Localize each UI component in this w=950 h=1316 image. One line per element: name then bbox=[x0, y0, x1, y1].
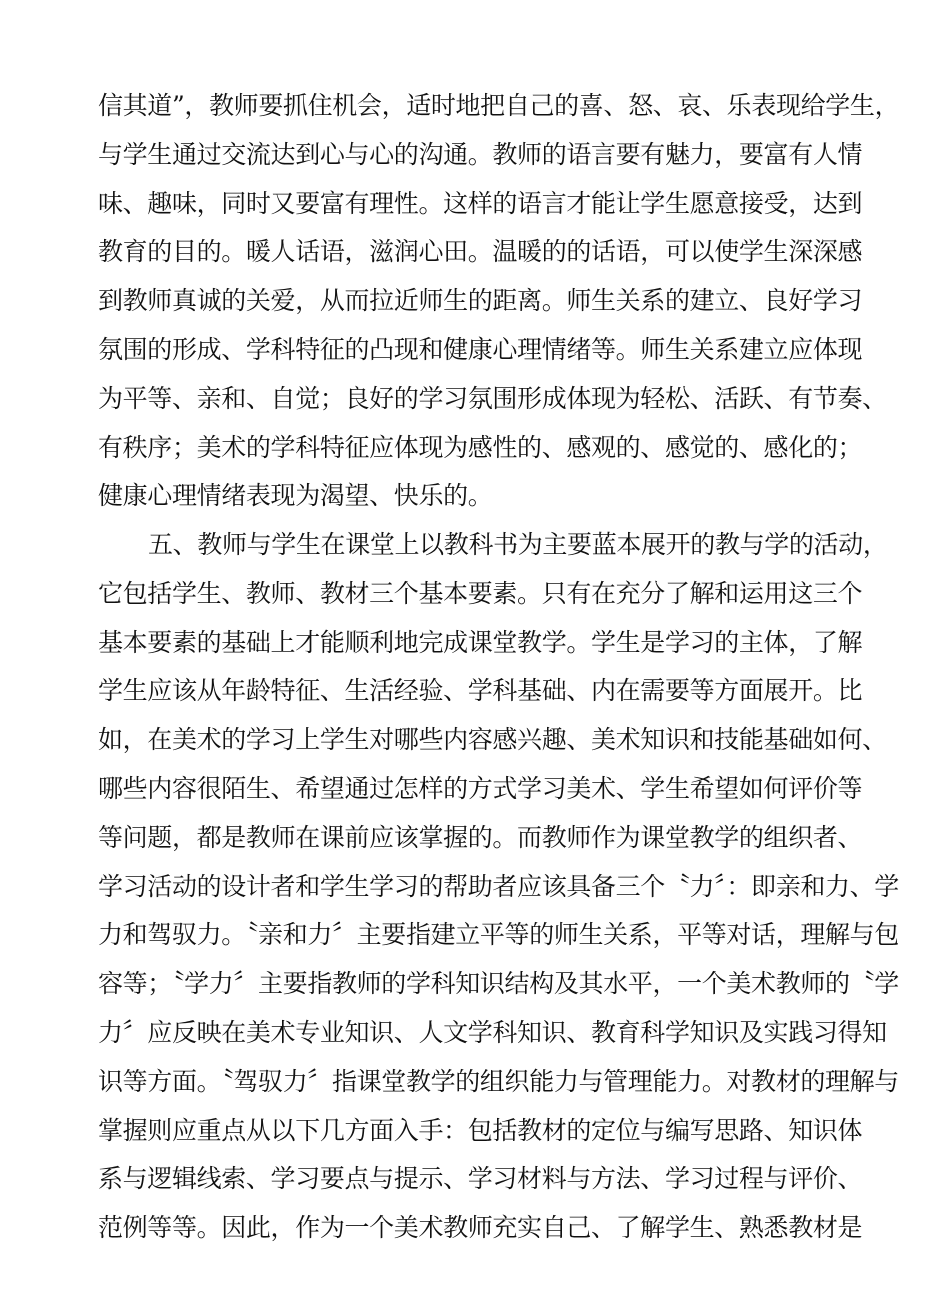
paragraph-line: 识等方面。〝驾驭力〞指课堂教学的组织能力与管理能力。对教材的理解与 bbox=[98, 1066, 899, 1096]
paragraph-line: 等问题，都是教师在课前应该掌握的。而教师作为课堂教学的组织者、 bbox=[98, 822, 863, 852]
paragraph-line: 力〞应反映在美术专业知识、人文学科知识、教育科学知识及实践习得知 bbox=[98, 1017, 887, 1047]
paragraph-line: 味、趣味，同时又要富有理性。这样的语言才能让学生愿意接受，达到 bbox=[98, 188, 863, 218]
paragraph-line: 哪些内容很陌生、希望通过怎样的方式学习美术、学生希望如何评价等 bbox=[98, 773, 863, 803]
paragraph-1 bbox=[98, 82, 900, 521]
paragraph-line: 信其道”，教师要抓住机会，适时地把自己的喜、怒、哀、乐表现给学生， bbox=[98, 91, 900, 120]
paragraph-line: 基本要素的基础上才能顺利地完成课堂教学。学生是学习的主体，了解 bbox=[98, 627, 863, 657]
paragraph-line: 健康心理情绪表现为渴望、快乐的。 bbox=[98, 481, 493, 511]
paragraph-line: 力和驾驭力。〝亲和力〞主要指建立平等的师生关系，平等对话，理解与包 bbox=[98, 920, 899, 950]
paragraph-line: 与学生通过交流达到心与心的沟通。教师的语言要有魅力，要富有人情 bbox=[98, 139, 863, 169]
paragraph-line: 教育的目的。暖人话语，滋润心田。温暖的的话语，可以使学生深深感 bbox=[98, 237, 863, 267]
paragraph-line: 掌握则应重点从以下几方面入手：包括教材的定位与编写思路、知识体 bbox=[98, 1115, 863, 1145]
paragraph-2 bbox=[98, 521, 899, 1253]
paragraph-line: 它包括学生、教师、教材三个基本要素。只有在充分了解和运用这三个 bbox=[98, 578, 863, 608]
paragraph-line: 如，在美术的学习上学生对哪些内容感兴趣、美术知识和技能基础如何、 bbox=[98, 725, 887, 755]
paragraph-line: 学生应该从年龄特征、生活经验、学科基础、内在需要等方面展开。比 bbox=[98, 676, 863, 706]
paragraph-line: 为平等、亲和、自觉；良好的学习氛围形成体现为轻松、活跃、有节奏、 bbox=[98, 383, 887, 413]
paragraph-line: 氛围的形成、学科特征的凸现和健康心理情绪等。师生关系建立应体现 bbox=[98, 334, 863, 364]
paragraph-line: 有秩序；美术的学科特征应体现为感性的、感观的、感觉的、感化的； bbox=[98, 432, 863, 462]
paragraph-line: 学习活动的设计者和学生学习的帮助者应该具备三个〝力〞：即亲和力、学 bbox=[98, 871, 899, 901]
paragraph-line: 到教师真诚的关爱，从而拉近师生的距离。师生关系的建立、良好学习 bbox=[98, 286, 863, 316]
paragraph-line: 范例等等。因此，作为一个美术教师充实自己、了解学生、熟悉教材是 bbox=[98, 1213, 863, 1243]
paragraph-line: 容等；〝学力〞主要指教师的学科知识结构及其水平，一个美术教师的〝学 bbox=[98, 969, 899, 999]
paragraph-first-line: 五、教师与学生在课堂上以教科书为主要蓝本展开的教与学的活动， bbox=[148, 530, 888, 559]
paragraph-line: 系与逻辑线索、学习要点与提示、学习材料与方法、学习过程与评价、 bbox=[98, 1164, 863, 1194]
